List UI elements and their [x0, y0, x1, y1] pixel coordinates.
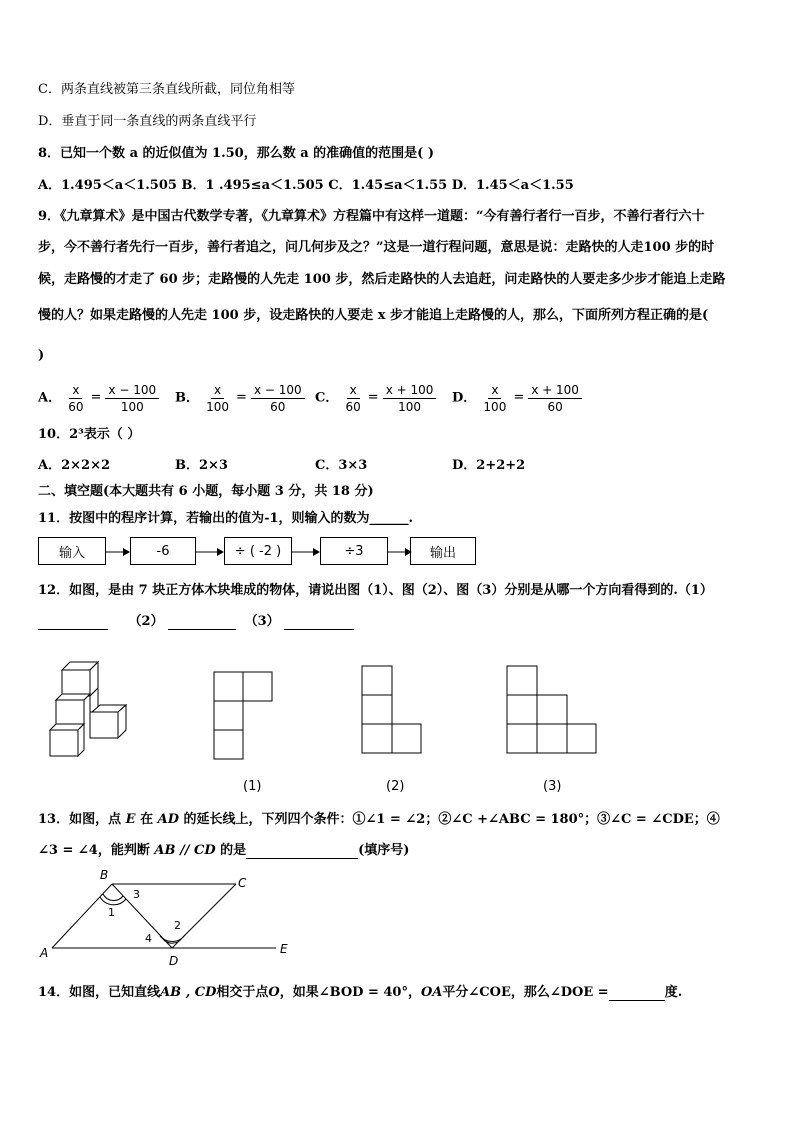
flow-step-minus6: -6	[130, 537, 196, 565]
flow-step-divide-neg2: ÷ ( -2 )	[224, 537, 292, 565]
point-d-label: D	[169, 954, 179, 968]
flow-arrow-4	[388, 545, 412, 559]
view-1-label: (1)	[243, 779, 262, 794]
question-9-line-5: )	[38, 348, 45, 363]
angle-1-label: 1	[108, 906, 115, 919]
stacked-cubes-figure	[48, 660, 130, 758]
flow-output-box: 输出	[410, 537, 476, 565]
question-10: 10．2³表示（ ）	[38, 427, 141, 442]
question-9-line-4: 慢的人？如果走路慢的人先走 100 步，设走路快的人要走 x 步才能追上走路慢的人，那么，下面所列方程正确的是(	[38, 308, 709, 323]
option-c-text: C．两条直线被第三条直线所截，同位角相等	[38, 82, 295, 97]
answer-blank-14[interactable]	[609, 986, 665, 1001]
flow-arrow-2	[196, 545, 224, 559]
option-d-text: D．垂直于同一条直线的两条直线平行	[38, 114, 257, 129]
flow-arrow-1	[106, 545, 130, 559]
angle-3-label: 3	[133, 888, 140, 901]
view-2-figure	[360, 664, 424, 756]
view-3-label: (3)	[543, 779, 562, 794]
parallelogram-figure	[38, 866, 298, 970]
question-12-line-1: 12．如图，是由 7 块正方体木块堆成的物体，请说出图（1）、图（2）、图（3）分别是从哪一个方向看得到的.（1）	[38, 583, 713, 598]
question-13-line-1: 13．如图，点 E 在 AD 的延长线上，下列四个条件：①∠1 = ∠2；②∠C +∠ABC = 180°；③∠C = ∠CDE；④	[38, 812, 720, 827]
point-a-label: A	[40, 946, 49, 960]
angle-4-label: 4	[145, 932, 152, 945]
answer-blank-1[interactable]	[38, 615, 108, 630]
question-11: 11．按图中的程序计算，若输出的值为-1，则输入的数为______.	[38, 511, 414, 526]
point-c-label: C	[238, 876, 247, 890]
question-9-line-2: 步，今不善行者先行一百步，善行者追之，问几何步及之？”这是一道行程问题，意思是说：走路快的人走100 步的时	[38, 240, 715, 255]
question-10-option-a: A．2×2×2	[38, 458, 111, 473]
question-9-option-a: A． $\frac{x}{60}$ = $\frac{x - 100}{100}$	[38, 380, 159, 416]
question-12-line-2: （2） （3）	[38, 614, 354, 630]
point-e-label: E	[280, 942, 288, 956]
angle-2-label: 2	[174, 919, 181, 932]
view-3-figure	[505, 664, 599, 756]
answer-blank-13[interactable]	[246, 844, 358, 859]
question-9-option-d: D． $\frac{x}{100}$ = $\frac{x + 100}{60}$	[452, 380, 582, 416]
question-10-option-b: B．2×3	[175, 458, 228, 473]
section-2-heading: 二、填空题(本大题共有 6 小题，每小题 3 分，共 18 分)	[38, 484, 374, 499]
question-9-line-1: 9．《九章算术》是中国古代数学专著，《九章算术》方程篇中有这样一道题：“今有善行者行一百步，不善行者行六十	[38, 209, 705, 224]
question-8-options: A．1.495＜a＜1.505 B．1 .495≤a＜1.505 C．1.45≤a＜1.55 D．1.45＜a＜1.55	[38, 178, 574, 193]
point-b-label: B	[100, 868, 109, 882]
question-9-option-b: B． $\frac{x}{100}$ = $\frac{x - 100}{60}$	[175, 380, 305, 416]
view-1-figure	[212, 670, 274, 762]
question-9-option-c: C． $\frac{x}{60}$ = $\frac{x + 100}{100}$	[315, 380, 436, 416]
view-2-label: (2)	[386, 779, 405, 794]
question-9-line-3: 候，走路慢的才走了 60 步；走路慢的人先走 100 步，然后走路快的人去追赶，问走路快的人要走多少步才能追上走路	[38, 272, 726, 287]
question-10-option-d: D．2+2+2	[452, 458, 526, 473]
question-13-line-2: ∠3 = ∠4，能判断 AB // CD 的是 (填序号)	[38, 843, 410, 858]
question-14: 14．如图，已知直线AB , CD相交于点O，如果∠BOD = 40°，OA平分∠COE，那么∠DOE = 度.	[38, 985, 683, 1000]
flow-input-box: 输入	[38, 537, 106, 565]
answer-blank-3[interactable]	[284, 615, 354, 630]
question-10-option-c: C．3×3	[315, 458, 368, 473]
answer-blank-2[interactable]	[168, 615, 236, 630]
question-8: 8．已知一个数 a 的近似值为 1.50，那么数 a 的准确值的范围是( )	[38, 146, 435, 161]
flow-step-divide-3: ÷3	[320, 537, 388, 565]
flow-arrow-3	[292, 545, 320, 559]
